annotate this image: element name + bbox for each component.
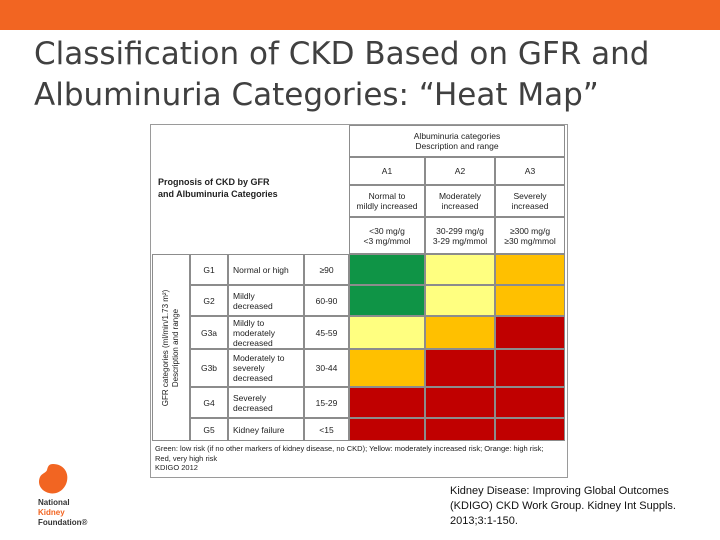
citation <box>450 484 720 529</box>
row-code-g5: G5 <box>190 418 228 441</box>
heat-cell-g2-a1 <box>349 285 425 316</box>
national-kidney-foundation-logo <box>36 462 96 532</box>
heat-cell-g4-a1 <box>349 387 425 418</box>
heat-cell-g2-a2 <box>425 285 495 316</box>
row-desc-g2: Mildly decreased <box>228 285 304 316</box>
heat-cell-g3b-a2 <box>425 349 495 387</box>
row-range-g4: 15-29 <box>304 387 349 418</box>
col-range-a1: <30 mg/g <3 mg/mmol <box>349 217 425 254</box>
heat-cell-g3b-a3 <box>495 349 565 387</box>
logo-line-3: Foundation® <box>38 518 88 527</box>
heat-cell-g3b-a1 <box>349 349 425 387</box>
row-code-g3b: G3b <box>190 349 228 387</box>
heat-cell-g5-a1 <box>349 418 425 441</box>
col-range-a3: ≥300 mg/g ≥30 mg/mmol <box>495 217 565 254</box>
heat-cell-g1-a1 <box>349 254 425 285</box>
heat-cell-g1-a2 <box>425 254 495 285</box>
citation-line-2: (KDIGO) CKD Work Group. Kidney Int Suppls. <box>450 500 676 512</box>
col-desc-a1: Normal to mildly increased <box>349 185 425 217</box>
row-range-g5: <15 <box>304 418 349 441</box>
logo-line-2: Kidney <box>38 508 65 517</box>
slide-title <box>34 34 694 116</box>
row-desc-g3b: Moderately to severely decreased <box>228 349 304 387</box>
row-code-g3a: G3a <box>190 316 228 349</box>
col-desc-a3: Severely increased <box>495 185 565 217</box>
row-range-g2: 60-90 <box>304 285 349 316</box>
heat-cell-g5-a2 <box>425 418 495 441</box>
kidney-icon <box>36 462 70 496</box>
kdigo-heat-map-figure <box>150 124 568 478</box>
col-code-a1: A1 <box>349 157 425 185</box>
row-desc-g5: Kidney failure <box>228 418 304 441</box>
citation-line-1: Kidney Disease: Improving Global Outcomes <box>450 485 669 497</box>
row-range-g1: ≥90 <box>304 254 349 285</box>
heat-cell-g1-a3 <box>495 254 565 285</box>
row-desc-g4: Severely decreased <box>228 387 304 418</box>
citation-line-3: 2013;3:1-150. <box>450 515 518 527</box>
figure-legend: Green: low risk (if no other markers of kidney disease, no CKD); Yellow: moderately increased risk; Orange: high risk; Red, very high risk KDIGO 2012 <box>155 444 544 472</box>
slide-title-line-2: Albuminuria Categories: “Heat Map” <box>34 77 599 113</box>
row-range-g3b: 30-44 <box>304 349 349 387</box>
row-desc-g1: Normal or high <box>228 254 304 285</box>
heat-cell-g5-a3 <box>495 418 565 441</box>
logo-line-1: National <box>38 498 70 507</box>
heat-cell-g3a-a3 <box>495 316 565 349</box>
slide-title-line-1: Classification of CKD Based on GFR and <box>34 36 650 72</box>
heat-cell-g4-a2 <box>425 387 495 418</box>
row-desc-g3a: Mildly to moderately decreased <box>228 316 304 349</box>
row-range-g3a: 45-59 <box>304 316 349 349</box>
heat-cell-g2-a3 <box>495 285 565 316</box>
albuminuria-header: Albuminuria categories Description and range <box>349 125 565 157</box>
row-code-g4: G4 <box>190 387 228 418</box>
prognosis-title: Prognosis of CKD by GFR and Albuminuria Categories <box>158 177 278 199</box>
row-code-g1: G1 <box>190 254 228 285</box>
col-code-a2: A2 <box>425 157 495 185</box>
gfr-side-label: GFR categories (ml/min/1.73 m²) Description and range <box>152 254 190 441</box>
top-accent-bar <box>0 0 720 30</box>
col-desc-a2: Moderately increased <box>425 185 495 217</box>
heat-cell-g3a-a1 <box>349 316 425 349</box>
row-code-g2: G2 <box>190 285 228 316</box>
col-range-a2: 30-299 mg/g 3-29 mg/mmol <box>425 217 495 254</box>
heat-cell-g4-a3 <box>495 387 565 418</box>
heat-cell-g3a-a2 <box>425 316 495 349</box>
col-code-a3: A3 <box>495 157 565 185</box>
